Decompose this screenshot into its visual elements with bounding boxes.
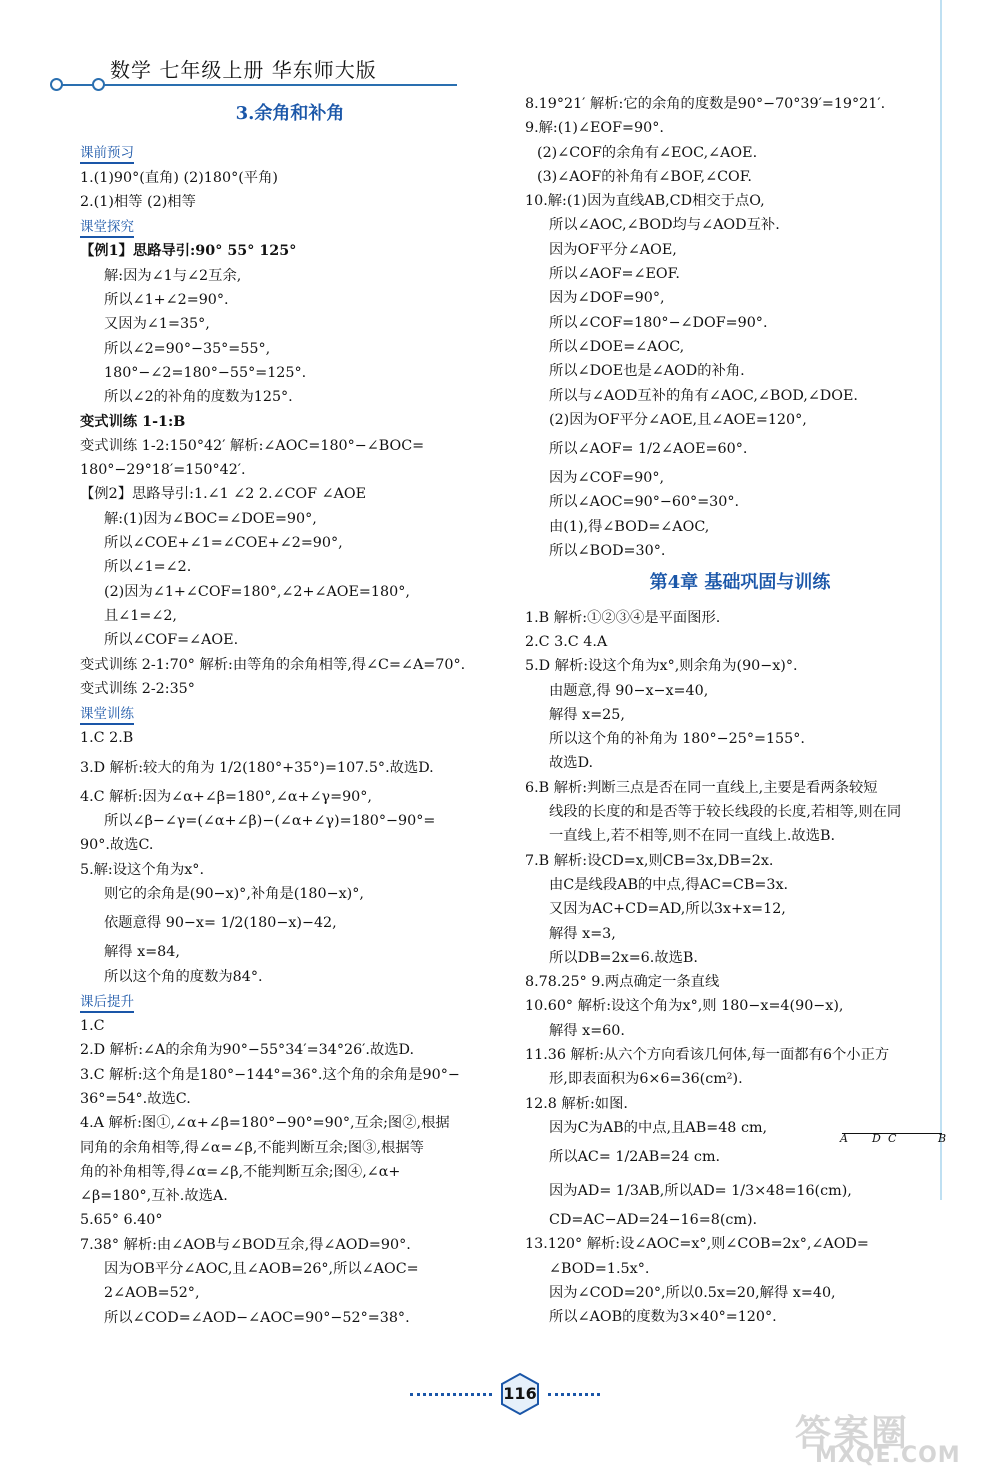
answer-line: 所以AC= 1/2AB=24 cm. <box>549 1149 721 1166</box>
answer-line: 13.120° 解析:设∠AOC=x°,则∠COB=2x°,∠AOD= <box>525 1236 869 1253</box>
answer-line: 5.65° 6.40° <box>80 1212 163 1229</box>
answer-line: 因为∠COF=90°, <box>549 470 665 487</box>
answer-line: 变式训练 2-2:35° <box>80 680 195 697</box>
answer-line: 形,即表面积为6×6=36(cm²). <box>549 1071 743 1088</box>
answer-line: ∠β=180°,互补.故选A. <box>80 1188 228 1205</box>
segment-label: D <box>872 1132 881 1145</box>
answer-line: 5.D 解析:设这个角为x°,则余角为(90−x)°. <box>525 658 798 675</box>
answer-line: 因为OF平分∠AOE, <box>549 241 677 258</box>
answer-line: 所以∠COF=∠AOE. <box>104 632 239 649</box>
answer-line: (2)因为OF平分∠AOE,且∠AOE=120°, <box>549 411 807 428</box>
answer-line: 1.C <box>80 1018 105 1035</box>
answer-line: 11.36 解析:从六个方向看该几何体,每一面都有6个小正方 <box>525 1046 890 1063</box>
answer-line: 所以∠AOF=∠EOF. <box>549 266 680 283</box>
answer-line: 8.19°21′ 解析:它的余角的度数是90°−70°39′=19°21′. <box>525 96 886 112</box>
answer-line: 2.C 3.C 4.A <box>525 633 608 650</box>
answer-line: 9.解:(1)∠EOF=90°. <box>525 120 664 137</box>
header-rule <box>62 84 457 86</box>
answer-line: 1.C 2.B <box>80 730 134 747</box>
answer-line: 解得 x=60. <box>549 1022 625 1039</box>
answer-line: 因为OB平分∠AOC,且∠AOB=26°,所以∠AOC= <box>104 1261 419 1278</box>
answer-line: 依题意得 90−x= 1/2(180−x)−42, <box>104 915 337 932</box>
answer-line: 所以∠AOC=90°−60°=30°. <box>549 494 740 511</box>
segment-label: B <box>938 1132 947 1145</box>
left-column <box>80 92 500 1330</box>
segment-diagram <box>838 1126 948 1148</box>
answer-line: 4.C 解析:因为∠α+∠β=180°,∠α+∠γ=90°, <box>80 788 372 805</box>
answer-line: 所以与∠AOD互补的角有∠AOC,∠BOD,∠DOE. <box>549 387 858 404</box>
watermark-logo: 答案圈 <box>795 1413 910 1454</box>
answer-line: 5.解:设这个角为x°. <box>80 861 204 878</box>
segment-label: C <box>888 1132 897 1145</box>
answer-line: 4.A 解析:图①,∠α+∠β=180°−90°=90°,互余;图②,根据 <box>80 1115 450 1132</box>
watermark-url: MXQE.COM <box>815 1443 961 1468</box>
category-label: 课前预习 <box>80 144 134 164</box>
answer-line: 又因为AC+CD=AD,所以3x+x=12, <box>549 901 786 918</box>
page-number <box>498 1372 542 1416</box>
answer-line: 8.78.25° 9.两点确定一条直线 <box>525 974 720 991</box>
answer-line: 6.B 解析:判断三点是否在同一直线上,主要是看两条较短 <box>525 779 878 796</box>
answer-line: 12.8 解析:如图. <box>525 1095 628 1112</box>
answer-line: 解:因为∠1与∠2互余, <box>104 267 242 284</box>
answer-line: 180°−29°18′=150°42′. <box>80 462 246 479</box>
answer-line: (3)∠AOF的补角有∠BOF,∠COF. <box>537 168 752 185</box>
category-label: 课堂探究 <box>80 218 134 238</box>
answer-line: 所以∠DOE也是∠AOD的补角. <box>549 363 745 380</box>
footer-dots <box>548 1393 600 1399</box>
answer-line: 所以∠DOE=∠AOC, <box>549 338 685 355</box>
answer-line: 由(1),得∠BOD=∠AOC, <box>549 518 710 535</box>
header-dot-icon <box>50 78 63 91</box>
answer-line: 7.38° 解析:由∠AOB与∠BOD互余,得∠AOD=90°. <box>80 1236 411 1253</box>
answer-line: 所以∠1=∠2. <box>104 559 192 576</box>
category-label: 课堂训练 <box>80 705 134 725</box>
answer-line: 1.B 解析:①②③④是平面图形. <box>525 609 721 626</box>
answer-line: 所以∠AOF= 1/2∠AOE=60°. <box>549 441 748 458</box>
answer-line: 同角的余角相等,得∠α=∠β,不能判断互余;图③,根据等 <box>80 1139 424 1156</box>
answer-line: 故选D. <box>549 755 594 772</box>
answer-line: 3.C 解析:这个角是180°−144°=36°.这个角的余角是90°− <box>80 1066 460 1083</box>
answer-line: 【例2】思路导引:1.∠1 ∠2 2.∠COF ∠AOE <box>80 486 367 503</box>
answer-line: 且∠1=∠2, <box>104 607 177 624</box>
answer-line: 2.D 解析:∠A的余角为90°−55°34′=34°26′.故选D. <box>80 1042 415 1059</box>
answer-line: 因为C为AB的中点,且AB=48 cm, <box>549 1119 768 1136</box>
answer-line: 解得 x=25, <box>549 706 625 723</box>
answer-line: 解得 x=3, <box>549 925 616 942</box>
answer-line: 因为AD= 1/3AB,所以AD= 1/3×48=16(cm), <box>549 1183 852 1200</box>
answer-line: 由题意,得 90−x−x=40, <box>549 682 709 699</box>
answer-line: 2∠AOB=52°, <box>104 1285 200 1302</box>
answer-line: 又因为∠1=35°, <box>104 316 210 333</box>
header-title: 数学 七年级上册 华东师大版 <box>110 58 377 82</box>
answer-line: 因为∠COD=20°,所以0.5x=20,解得 x=40, <box>549 1285 836 1302</box>
answer-line: 所以∠2=90°−35°=55°, <box>104 340 271 357</box>
answer-line: 所以∠COF=180°−∠DOF=90°. <box>549 314 768 331</box>
answer-line: (2)因为∠1+∠COF=180°,∠2+∠AOE=180°, <box>104 583 410 600</box>
category-label: 课后提升 <box>80 993 134 1013</box>
answer-line: 所以∠AOC,∠BOD均与∠AOD互补. <box>549 217 780 234</box>
answer-line: 变式训练 2-1:70° 解析:由等角的余角相等,得∠C=∠A=70°. <box>80 656 466 673</box>
answer-line: 变式训练 1-1:B <box>80 413 186 430</box>
answer-line: 角的补角相等,得∠α=∠β,不能判断互余;图④,∠α+ <box>80 1163 401 1180</box>
answer-line: 所以这个角的补角为 180°−25°=155°. <box>549 731 805 748</box>
answer-line: 则它的余角是(90−x)°,补角是(180−x)°, <box>104 885 364 902</box>
answer-line: 由C是线段AB的中点,得AC=CB=3x. <box>549 876 789 893</box>
answer-line: 所以这个角的度数为84°. <box>104 968 263 985</box>
answer-line: 7.B 解析:设CD=x,则CB=3x,DB=2x. <box>525 852 774 869</box>
header-dot-icon <box>92 78 105 91</box>
answer-line: ∠BOD=1.5x°. <box>549 1260 650 1277</box>
watermark <box>795 1405 995 1469</box>
answer-line: 所以∠1+∠2=90°. <box>104 292 229 309</box>
answer-line: 解得 x=84, <box>104 944 180 961</box>
answer-line: (2)∠COF的余角有∠EOC,∠AOE. <box>537 144 758 161</box>
answer-line: 所以∠β−∠γ=(∠α+∠β)−(∠α+∠γ)=180°−90°= <box>104 813 436 830</box>
answer-line: CD=AC−AD=24−16=8(cm). <box>549 1212 758 1229</box>
footer-dots <box>410 1393 492 1399</box>
answer-line: 所以DB=2x=6.故选B. <box>549 949 698 966</box>
answer-line: 【例1】思路导引:90° 55° 125° <box>80 243 297 260</box>
answer-line: 因为∠DOF=90°, <box>549 290 665 307</box>
answer-line: 10.60° 解析:设这个角为x°,则 180−x=4(90−x), <box>525 998 844 1015</box>
answer-line: 所以∠AOB的度数为3×40°=120°. <box>549 1309 777 1326</box>
answer-line: 90°.故选C. <box>80 837 154 854</box>
answer-line: 180°−∠2=180°−55°=125°. <box>104 364 307 381</box>
answer-line: 一直线上,若不相等,则不在同一直线上.故选B. <box>549 828 836 845</box>
answer-line: 解:(1)因为∠BOC=∠DOE=90°, <box>104 510 317 527</box>
answer-line: 36°=54°.故选C. <box>80 1090 191 1107</box>
answer-line: 变式训练 1-2:150°42′ 解析:∠AOC=180°−∠BOC= <box>80 437 425 454</box>
answer-line: 所以∠BOD=30°. <box>549 543 666 560</box>
section-title: 3.余角和补角 <box>235 103 345 124</box>
answer-line: 10.解:(1)因为直线AB,CD相交于点O, <box>525 193 765 210</box>
answer-line: 所以∠COE+∠1=∠COE+∠2=90°, <box>104 535 343 552</box>
segment-label: A <box>840 1132 848 1145</box>
answer-line: 线段的长度的和是否等于较长线段的长度,若相等,则在同 <box>549 804 902 821</box>
answer-line: 2.(1)相等 (2)相等 <box>80 193 196 210</box>
chapter-title: 第4章 基础巩固与训练 <box>649 572 831 594</box>
answer-line: 1.(1)90°(直角) (2)180°(平角) <box>80 169 278 186</box>
answer-line: 所以∠COD=∠AOD−∠AOC=90°−52°=38°. <box>104 1309 410 1326</box>
answer-line: 3.D 解析:较大的角为 1/2(180°+35°)=107.5°.故选D. <box>80 759 434 776</box>
page-number-text: 116 <box>503 1384 537 1403</box>
answer-line: 所以∠2的补角的度数为125°. <box>104 389 293 406</box>
